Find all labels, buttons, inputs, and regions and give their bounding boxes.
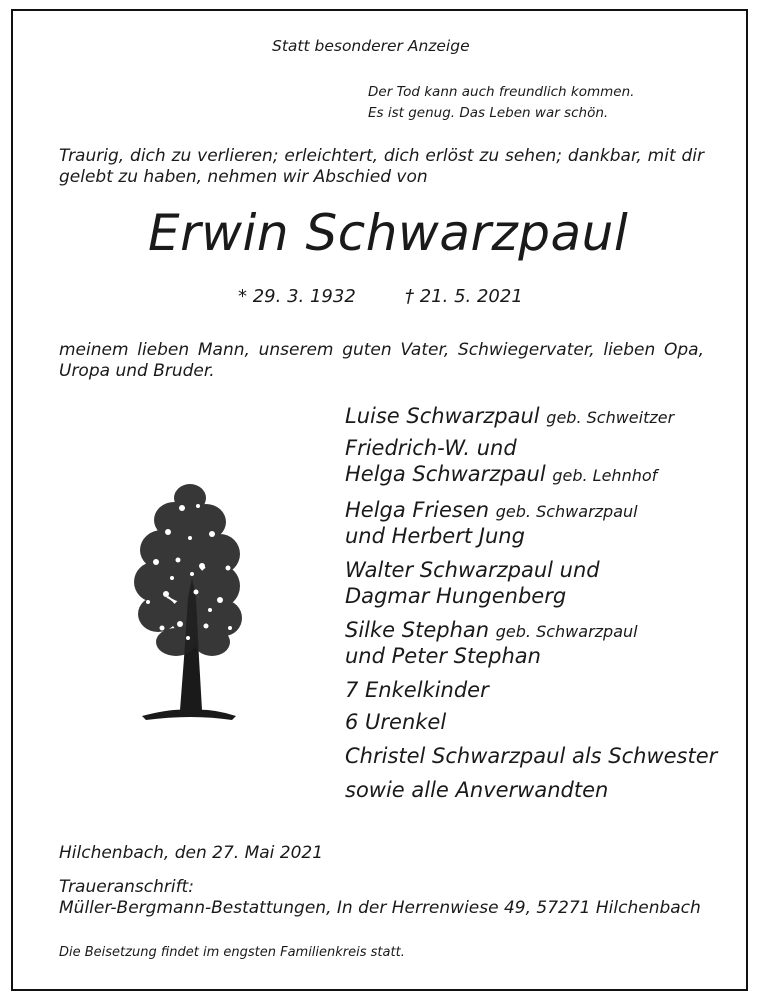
mourner-line <box>345 461 657 489</box>
mourner-line <box>345 709 446 735</box>
mourner-name: 7 Enkelkinder <box>345 678 489 702</box>
mourner-line <box>345 777 608 803</box>
mourner-name: und Herbert Jung <box>345 524 525 548</box>
mourner-line <box>345 743 717 769</box>
mourner-maiden-name: geb. Schwarzpaul <box>495 502 638 521</box>
mourner-line <box>345 523 525 549</box>
address-label: Traueranschrift: <box>59 877 194 897</box>
mourner-line <box>345 557 600 583</box>
address-line: Müller-Bergmann-Bestattungen, In der Herrenwiese 49, 57271 Hilchenbach <box>59 898 701 918</box>
mourner-name: Friedrich-W. und <box>345 436 517 460</box>
mourner-name: Dagmar Hungenberg <box>345 584 567 608</box>
mourner-name: sowie alle Anverwandten <box>345 778 609 802</box>
death-date: † 21. 5. 2021 <box>405 286 523 307</box>
mourner-name: Luise Schwarzpaul <box>345 404 540 428</box>
mourner-line <box>345 583 566 609</box>
mourner-name: 6 Urenkel <box>345 710 447 734</box>
motto-line-1: Der Tod kann auch freundlich kommen. <box>368 84 635 100</box>
mourner-name: Helga Schwarzpaul <box>345 462 546 486</box>
motto-line-2: Es ist genug. Das Leben war schön. <box>368 105 609 121</box>
deceased-name: Erwin Schwarzpaul <box>148 204 629 262</box>
header-text: Statt besonderer Anzeige <box>272 37 470 55</box>
mourner-name: Silke Stephan <box>345 618 490 642</box>
place-date: Hilchenbach, den 27. Mai 2021 <box>59 843 324 863</box>
relation-text: meinem lieben Mann, unserem guten Vater, Schwiegervater, lieben Opa, Uropa und Bruder. <box>59 340 704 381</box>
intro-text: Traurig, dich zu verlieren; erleichtert, dich erlöst zu sehen; dankbar, mit dir gelebt zu haben, nehmen wir Abschied von <box>59 146 704 187</box>
mourner-maiden-name: geb. Lehnhof <box>552 466 658 485</box>
mourner-maiden-name: geb. Schwarzpaul <box>495 622 638 641</box>
mourner-line <box>345 677 489 703</box>
mourner-maiden-name: geb. Schweitzer <box>546 408 675 427</box>
mourner-name: Christel Schwarzpaul als Schwester <box>345 744 718 768</box>
mourner-name: Helga Friesen <box>345 498 490 522</box>
mourner-name: Walter Schwarzpaul und <box>345 558 600 582</box>
mourner-line <box>345 617 638 645</box>
tree-illustration <box>132 478 250 726</box>
mourner-line <box>345 403 674 431</box>
mourner-line <box>345 435 517 461</box>
footer-note: Die Beisetzung findet im engsten Familienkreis statt. <box>59 945 405 960</box>
mourner-line <box>345 643 541 669</box>
mourner-line <box>345 497 638 525</box>
mourner-name: und Peter Stephan <box>345 644 541 668</box>
birth-date: * 29. 3. 1932 <box>238 286 356 307</box>
